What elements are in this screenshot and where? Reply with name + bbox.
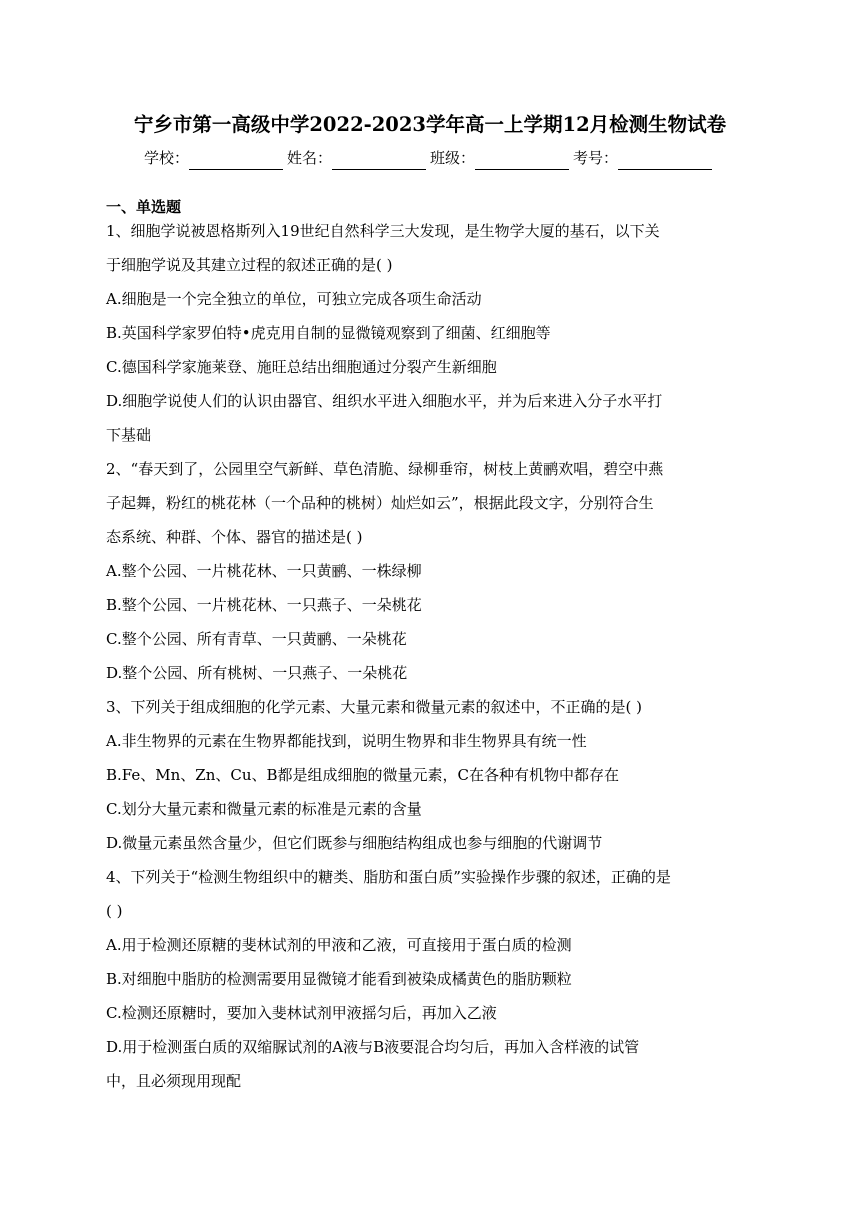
class-field xyxy=(430,146,573,170)
exam-number-blank xyxy=(618,152,712,170)
name-blank xyxy=(332,152,426,170)
question-4-option-d-line-2: 中，且必须现用现配 xyxy=(106,1072,242,1090)
section-heading: 一、单选题 xyxy=(106,198,182,216)
question-4-stem-line-2: ( ) xyxy=(106,902,123,920)
student-info-row xyxy=(0,146,860,170)
question-2-stem-line-3: 态系统、种群、个体、器官的描述是( ) xyxy=(106,528,363,546)
question-4-option-a: A.用于检测还原糖的斐林试剂的甲液和乙液，可直接用于蛋白质的检测 xyxy=(106,936,572,954)
question-4-option-b: B.对细胞中脂肪的检测需要用显微镜才能看到被染成橘黄色的脂肪颗粒 xyxy=(106,970,572,988)
question-2-stem-line-2: 子起舞，粉红的桃花林（一个品种的桃树）灿烂如云”，根据此段文字，分别符合生 xyxy=(106,494,654,512)
question-3-stem: 3、下列关于组成细胞的化学元素、大量元素和微量元素的叙述中，不正确的是( ) xyxy=(106,698,643,716)
name-field xyxy=(287,146,430,170)
question-2-option-c: C.整个公园、所有青草、一只黄鹂、一朵桃花 xyxy=(106,630,407,648)
question-1-option-a: A.细胞是一个完全独立的单位，可独立完成各项生命活动 xyxy=(106,290,482,308)
question-2-option-a: A.整个公园、一片桃花林、一只黄鹂、一株绿柳 xyxy=(106,562,422,580)
question-3-option-c: C.划分大量元素和微量元素的标准是元素的含量 xyxy=(106,800,422,818)
question-1-stem-line-2: 于细胞学说及其建立过程的叙述正确的是( ) xyxy=(106,256,393,274)
school-label: 学校： xyxy=(143,149,189,167)
question-2-option-d: D.整个公园、所有桃树、一只燕子、一朵桃花 xyxy=(106,664,408,682)
question-4-stem-line-1: 4、下列关于“检测生物组织中的糖类、脂肪和蛋白质”实验操作步骤的叙述，正确的是 xyxy=(106,868,671,886)
class-label: 班级： xyxy=(430,149,476,167)
question-1-option-d-line-1: D.细胞学说使人们的认识由器官、组织水平进入细胞水平，并为后来进入分子水平打 xyxy=(106,392,663,410)
question-1-stem-line-1: 1、细胞学说被恩格斯列入19世纪自然科学三大发现，是生物学大厦的基石，以下关 xyxy=(106,222,660,240)
class-blank xyxy=(475,152,569,170)
question-1-option-b: B.英国科学家罗伯特•虎克用自制的显微镜观察到了细菌、红细胞等 xyxy=(106,324,551,342)
question-2-stem-line-1: 2、“春天到了，公园里空气新鲜、草色清脆、绿柳垂帘，树枝上黄鹂欢唱，碧空中燕 xyxy=(106,460,664,478)
exam-number-label: 考号： xyxy=(573,149,619,167)
exam-title: 宁乡市第一高级中学2022-2023学年高一上学期12月检测生物试卷 xyxy=(133,113,727,136)
question-4-option-c: C.检测还原糖时，要加入斐林试剂甲液摇匀后，再加入乙液 xyxy=(106,1004,497,1022)
exam-number-field xyxy=(573,146,716,170)
question-list xyxy=(106,214,756,1098)
question-3-option-b: B.Fe、Mn、Zn、Cu、B都是组成细胞的微量元素，C在各种有机物中都存在 xyxy=(106,766,619,784)
question-3-option-a: A.非生物界的元素在生物界都能找到，说明生物界和非生物界具有统一性 xyxy=(106,732,587,750)
question-2-option-b: B.整个公园、一片桃花林、一只燕子、一朵桃花 xyxy=(106,596,422,614)
name-label: 姓名： xyxy=(286,149,332,167)
school-blank xyxy=(189,152,283,170)
question-1-option-d-line-2: 下基础 xyxy=(106,426,152,444)
question-4-option-d-line-1: D.用于检测蛋白质的双缩脲试剂的A液与B液要混合均匀后，再加入含样液的试管 xyxy=(106,1038,640,1056)
question-3-option-d: D.微量元素虽然含量少，但它们既参与细胞结构组成也参与细胞的代谢调节 xyxy=(106,834,603,852)
school-field xyxy=(144,146,287,170)
question-1-option-c: C.德国科学家施莱登、施旺总结出细胞通过分裂产生新细胞 xyxy=(106,358,497,376)
